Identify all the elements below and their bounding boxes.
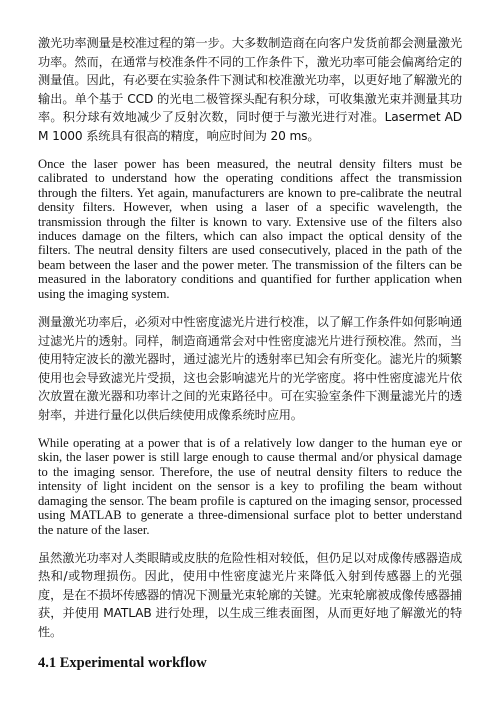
section-heading: 4.1 Experimental workflow [38,655,207,672]
paragraph-en-sensor-protection: While operating at a power that is of a relatively low danger to the human eye or skin, the laser power is still large enough to cause thermal and/or physical damage to the imaging sensor. Therefore, the use of neutral density filters to reduce the intensity of light incident on the sensor is a key to profiling the beam without damaging the sensor. The beam profile is captured on the imaging sensor, processed using MATLAB to generate a three-dimensional surface plot to better understand the nature of the laser. [38,436,462,537]
paragraph-zh-filter-calibration: 测量激光功率后，必须对中性密度滤光片进行校准，以了解工作条件如何影响通过滤光片的透射。同样，制造商通常会对中性密度滤光片进行预校准。然而，当使用特定波长的激光器时，通过滤光片的透射率已知会有所变化。滤光片的频繁使用也会导致滤光片受损，这也会影响滤光片的光学密度。将中性密度滤光片依次放置在激光器和功率计之间的光束路径中。可在实验室条件下测量滤光片的透射率，并进行量化以供后续使用成像系统时应用。 [38,315,462,422]
document-page [38,34,462,672]
paragraph-en-filter-calibration: Once the laser power has been measured, the neutral density filters must be calibrated to understand how the operating conditions affect the transmission through the filters. Yet again, manufacturers are known to pre-calibrate the neutral density filters. However, when using a laser of a specific wavelength, the transmission through the filter is known to vary. Extensive use of the filters also induces damage on the filters, which can also impact the optical density of the filters. The neutral density filters are used consecutively, placed in the path of the beam between the laser and the power meter. The transmission of the filters can be measured in the laboratory conditions and quantified for further application when using the imaging system. [38,157,462,301]
paragraph-zh-laser-power-measurement: 激光功率测量是校准过程的第一步。大多数制造商在向客户发货前都会测量激光功率。然而，在通常与校准条件不同的工作条件下，激光功率可能会偏离给定的测量值。因此，有必要在实验条件下测试和校准激光功率，以更好地了解激光的输出。单个基于 CCD 的光电二极管探头配有积分球，可收集激光束并测量其功率。积分球有效地减少了反射次数，同时便于与激光进行对准。Lasermet ADM 1000 系统具有很高的精度，响应时间为 20 ms。 [38,36,462,143]
paragraph-zh-sensor-protection: 虽然激光功率对人类眼睛或皮肤的危险性相对较低，但仍足以对成像传感器造成热和/或物理损伤。因此，使用中性密度滤光片来降低入射到传感器上的光强度，是在不损坏传感器的情况下测量光束轮廓的关键。光束轮廓被成像传感器捕获，并使用 MATLAB 进行处理，以生成三维表面图，从而更好地了解激光的特性。 [38,550,462,639]
